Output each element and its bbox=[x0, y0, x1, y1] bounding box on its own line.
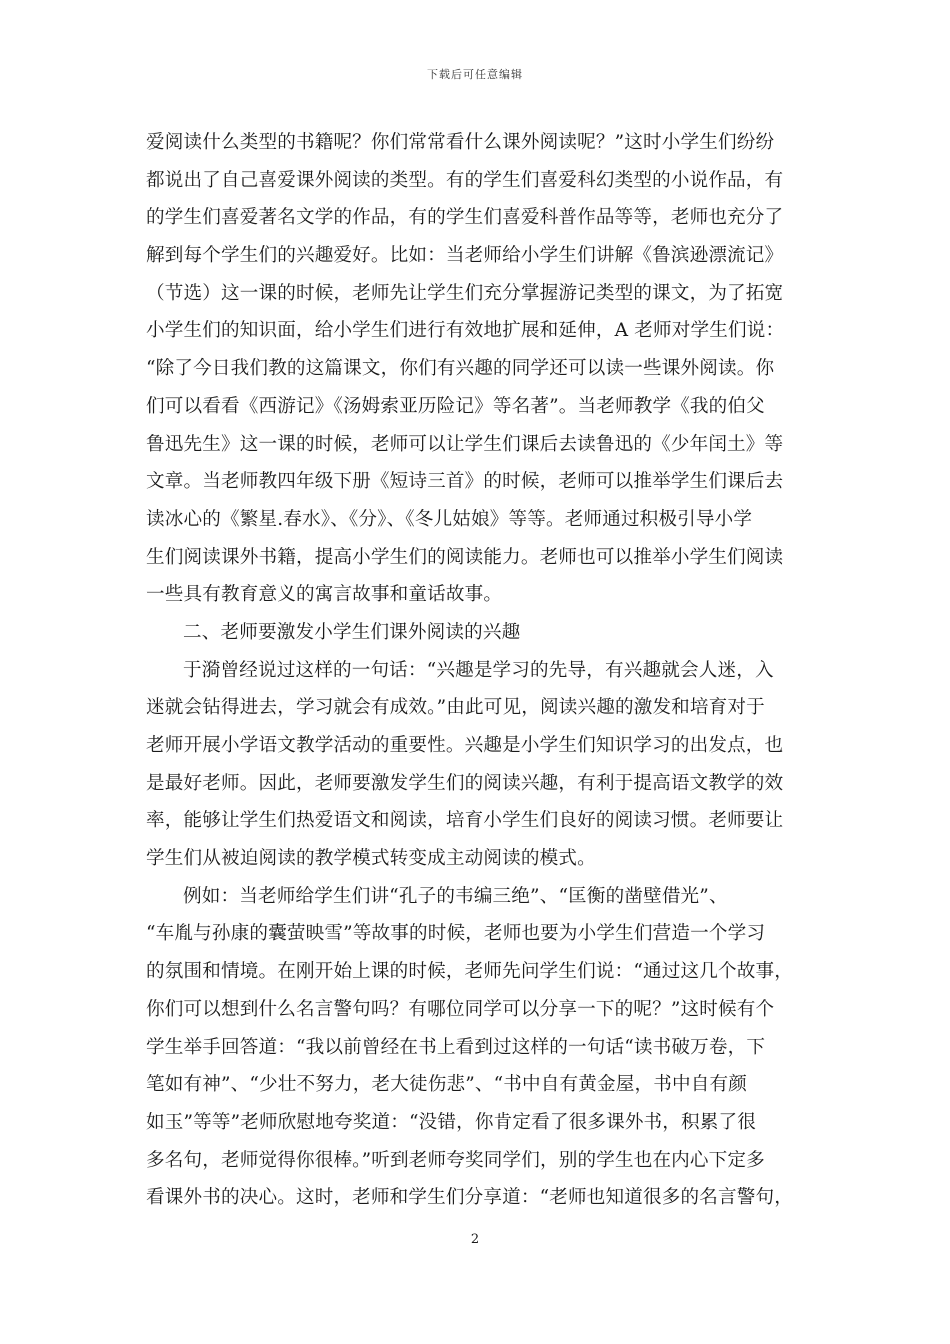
body-line: 读冰心的《繁星.春水》、《分》、《冬儿姑娘》等等。老师通过积极引导小学 bbox=[146, 508, 753, 530]
body-line: 迷就会钻得进去，学习就会有成效。”由此可见，阅读兴趣的激发和培育对于 bbox=[146, 697, 765, 719]
body-line: 如玉”等等”老师欣慰地夸奖道：“没错，你肯定看了很多课外书，积累了很 bbox=[146, 1111, 757, 1133]
body-line: 小学生们的知识面，给小学生们进行有效地扩展和延伸，A 老师对学生们说： bbox=[146, 320, 785, 342]
body-line: 多名句，老师觉得你很棒。”听到老师夸奖同学们，别的学生也在内心下定多 bbox=[146, 1149, 765, 1171]
body-line: 笔如有神”、“少壮不努力，老大徒伤悲”、“书中自有黄金屋，书中自有颜 bbox=[146, 1074, 747, 1096]
body-line: 你们可以想到什么名言警句吗？有哪位同学可以分享一下的呢？”这时候有个 bbox=[146, 998, 775, 1020]
body-line: （节选）这一课的时候，老师先让学生们充分掌握游记类型的课文，为了拓宽 bbox=[146, 282, 784, 304]
body-line: 学生们从被迫阅读的教学模式转变成主动阅读的模式。 bbox=[146, 848, 596, 870]
body-line: 生们阅读课外书籍，提高小学生们的阅读能力。老师也可以推举小学生们阅读 bbox=[146, 546, 784, 568]
body-line: 们可以看看《西游记》《汤姆索亚历险记》等名著”。当老师教学《我的伯父 bbox=[146, 395, 765, 417]
page-header: 下载后可任意编辑 bbox=[427, 68, 523, 81]
body-line: 爱阅读什么类型的书籍呢？你们常常看什么课外阅读呢？”这时小学生们纷纷 bbox=[146, 132, 775, 153]
body-line: 都说出了自己喜爱课外阅读的类型。有的学生们喜爱科幻类型的小说作品，有 bbox=[146, 169, 784, 191]
section-heading: 二、老师要激发小学生们课外阅读的兴趣 bbox=[183, 621, 521, 643]
page-number: 2 bbox=[470, 1232, 480, 1247]
body-line: 解到每个学生们的兴趣爱好。比如：当老师给小学生们讲解《鲁滨逊漂流记》 bbox=[146, 245, 784, 267]
paragraph-first-line: 例如：当老师给学生们讲“孔子的韦编三绝”、“匡衡的凿壁借光”、 bbox=[183, 885, 728, 907]
body-line: 学生举手回答道：“我以前曾经在书上看到过这样的一句话“读书破万卷，下 bbox=[146, 1036, 766, 1058]
body-line: 文章。当老师教四年级下册《短诗三首》的时候，老师可以推举学生们课后去 bbox=[146, 471, 784, 493]
body-line: “除了今日我们教的这篇课文，你们有兴趣的同学还可以读一些课外阅读。你 bbox=[146, 358, 775, 380]
body-line: 的氛围和情境。在刚开始上课的时候，老师先问学生们说：“通过这几个故事， bbox=[146, 961, 793, 983]
body-line: 是最好老师。因此，老师要激发学生们的阅读兴趣，有利于提高语文教学的效 bbox=[146, 772, 784, 794]
body-line: “车胤与孙康的囊萤映雪”等故事的时候，老师也要为小学生们营造一个学习 bbox=[146, 923, 766, 945]
body-line: 的学生们喜爱著名文学的作品，有的学生们喜爱科普作品等等，老师也充分了 bbox=[146, 207, 784, 229]
body-line: 看课外书的决心。这时，老师和学生们分享道：“老师也知道很多的名言警句， bbox=[146, 1187, 793, 1209]
body-line: 率，能够让学生们热爱语文和阅读，培育小学生们良好的阅读习惯。老师要让 bbox=[146, 810, 784, 832]
paragraph-first-line: 于漪曾经说过这样的一句话：“兴趣是学习的先导，有兴趣就会人迷，入 bbox=[183, 659, 774, 681]
body-line: 老师开展小学语文教学活动的重要性。兴趣是小学生们知识学习的出发点，也 bbox=[146, 735, 784, 756]
document-body bbox=[146, 124, 808, 1217]
body-line: 鲁迅先生》这一课的时候，老师可以让学生们课后去读鲁迅的《少年闰土》等 bbox=[146, 433, 784, 455]
body-line: 一些具有教育意义的寓言故事和童话故事。 bbox=[146, 584, 503, 606]
